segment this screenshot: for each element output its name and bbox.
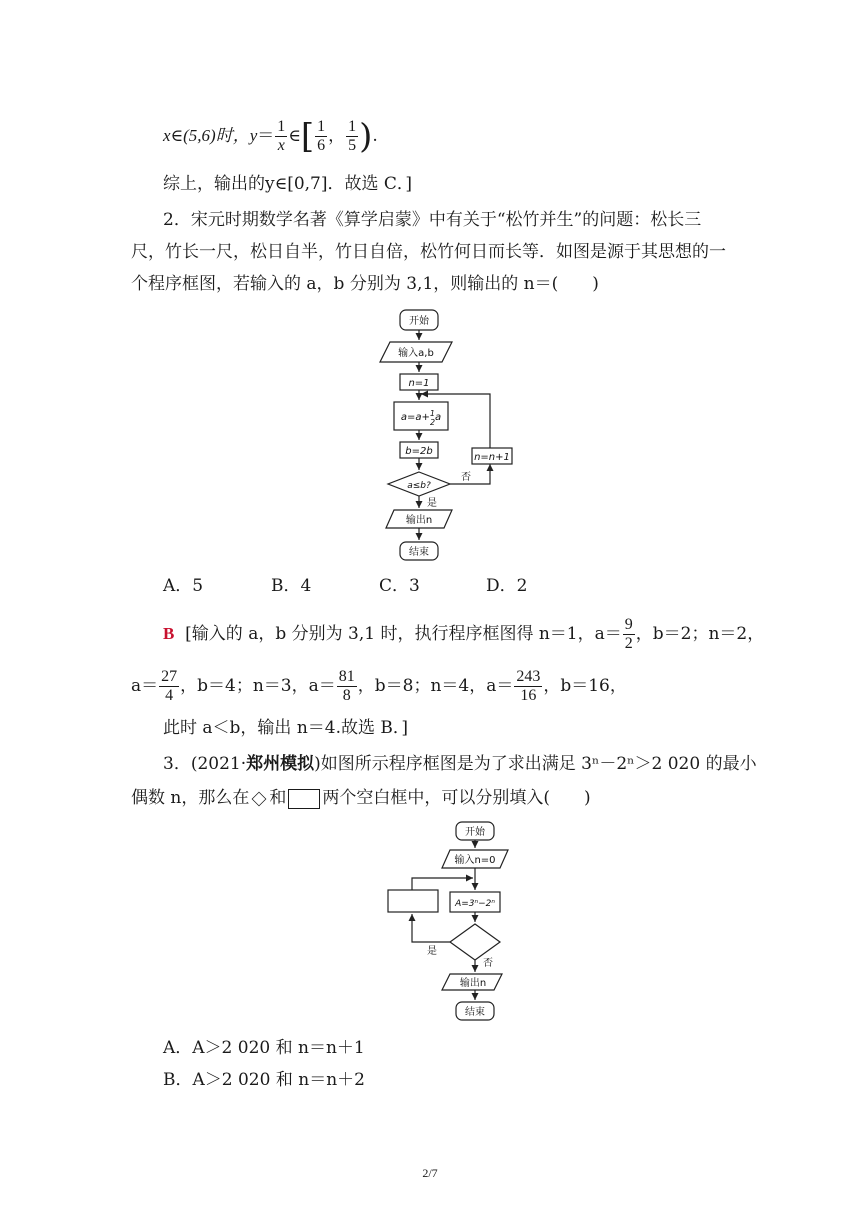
page-number: 2/7 xyxy=(422,1166,438,1180)
flow-yes-label: 是 xyxy=(427,498,437,509)
flow2-no-label: 否 xyxy=(483,958,493,969)
flow2-output-label: 输出n xyxy=(459,978,487,989)
fraction-243-16 xyxy=(514,668,542,705)
q3-option-b: B．A＞2 020 和 n＝n＋2 xyxy=(163,1070,365,1090)
q3-text: )如图所示程序框图是为了求出满足 3ⁿ－2ⁿ＞2 020 的最小 xyxy=(314,754,757,774)
solution-conclusion: 综上，输出的y∈[0,7]．故选 C．] xyxy=(163,174,413,194)
flow-start-label: 开始 xyxy=(409,316,429,327)
numerator: 27 xyxy=(161,668,178,685)
q2-line-1: 2．宋元时期数学名著《算学启蒙》中有关于“松竹并生”的问题：松长三 xyxy=(163,210,702,230)
denominator: 6 xyxy=(317,137,326,154)
fraction-27-4 xyxy=(159,668,179,705)
q2-option-c: C．3 xyxy=(379,576,420,596)
q3-line-2 xyxy=(131,786,591,810)
step-a-frac-den: 2 xyxy=(429,418,436,427)
numerator: 81 xyxy=(338,668,355,685)
q3-text-pre: 偶数 n，那么在 xyxy=(131,788,250,808)
blank-rect-icon xyxy=(288,789,320,809)
numerator: 243 xyxy=(516,668,541,685)
fraction-1-over-x xyxy=(275,118,287,155)
fraction-9-2 xyxy=(623,616,635,653)
step-a-frac-num: 1 xyxy=(429,409,435,418)
var-y: y xyxy=(249,126,258,145)
flow-step-a-label xyxy=(401,409,441,427)
bracket-left: [ xyxy=(300,116,315,157)
q2-solution-line-1 xyxy=(163,616,764,653)
flow2-input-label: 输入n=0 xyxy=(454,855,496,866)
q2-option-b: B．4 xyxy=(271,576,312,596)
text-mid-2: ，b＝8；n＝4，a＝ xyxy=(357,676,514,696)
q2-flowchart xyxy=(0,306,860,566)
denominator: x xyxy=(277,137,285,154)
q2-line-2: 尺，竹长一尺，松日自半，竹日自倍，松竹何日而长等．如图是源于其思想的一 xyxy=(131,242,726,262)
flow-init-label: n=1 xyxy=(408,378,430,389)
flow2-condition-diamond xyxy=(450,924,500,960)
bracket-right: ) xyxy=(359,116,373,157)
text-a: a＝ xyxy=(131,676,159,696)
q3-source: 郑州模拟 xyxy=(246,754,315,774)
flow-step-b-label: b=2b xyxy=(405,446,433,457)
denominator: 5 xyxy=(348,137,357,154)
q3-number: 3．(2021· xyxy=(163,754,247,774)
denominator: 8 xyxy=(342,687,351,704)
q2-solution-line-3: 此时 a＜b，输出 n＝4.故选 B．] xyxy=(163,718,409,738)
q3-text-mid: 和 xyxy=(269,788,287,808)
denominator: 2 xyxy=(624,635,633,652)
numerator: 9 xyxy=(624,616,633,633)
step-a-pre: a=a+ xyxy=(400,412,430,423)
q2-option-d: D．2 xyxy=(486,576,528,596)
q2-option-a: A．5 xyxy=(163,576,204,596)
text-tail: ，b＝16， xyxy=(543,676,627,696)
period: . xyxy=(372,126,378,146)
comma: ， xyxy=(328,126,346,146)
flow-no-label: 否 xyxy=(461,472,471,483)
q2-solution-line-2 xyxy=(131,668,627,705)
q3-option-a: A．A＞2 020 和 n＝n＋1 xyxy=(163,1038,365,1058)
solution-tail: ，b＝2；n＝2， xyxy=(635,624,765,644)
fraction-81-8 xyxy=(337,668,357,705)
numerator: 1 xyxy=(348,118,357,135)
eq-sign: ＝ xyxy=(257,126,275,146)
numerator: 1 xyxy=(317,118,326,135)
numerator: 1 xyxy=(277,118,286,135)
flow2-yes-label: 是 xyxy=(427,946,437,957)
flow2-calc-label: A=3ⁿ−2ⁿ xyxy=(455,899,495,909)
in-sign: ∈ xyxy=(288,126,301,146)
denominator: 16 xyxy=(520,687,537,704)
blank-diamond-icon xyxy=(252,791,267,806)
flow2-end-label: 结束 xyxy=(465,1007,485,1018)
q2-line-3: 个程序框图，若输入的 a，b 分别为 3,1，则输出的 n＝( ) xyxy=(131,274,599,294)
solution-line-interval xyxy=(163,118,378,155)
flow2-start-label: 开始 xyxy=(465,827,485,838)
answer-letter: B xyxy=(163,624,175,643)
flow-increment-label: n=n+1 xyxy=(474,452,510,463)
step-a-post: a xyxy=(435,412,442,423)
text-mid-1: ，b＝4；n＝3，a＝ xyxy=(180,676,336,696)
flow-end-label: 结束 xyxy=(409,547,429,558)
denominator: 4 xyxy=(165,687,174,704)
q3-line-1 xyxy=(163,752,757,776)
q3-text-post: 两个空白框中，可以分别填入( ) xyxy=(322,788,591,808)
flow-output-label: 输出n xyxy=(405,515,433,526)
flow2-blank-box xyxy=(388,890,438,912)
flow-input-label: 输入a,b xyxy=(398,348,434,359)
q3-flowchart xyxy=(0,820,860,1030)
solution-text: [输入的 a，b 分别为 3,1 时，执行程序框图得 n＝1，a＝ xyxy=(185,624,622,644)
fraction-1-6 xyxy=(315,118,327,155)
fraction-1-5 xyxy=(346,118,358,155)
flow-condition-label: a≤b? xyxy=(407,481,431,491)
text-pre: x∈(5,6)时， xyxy=(163,126,250,145)
